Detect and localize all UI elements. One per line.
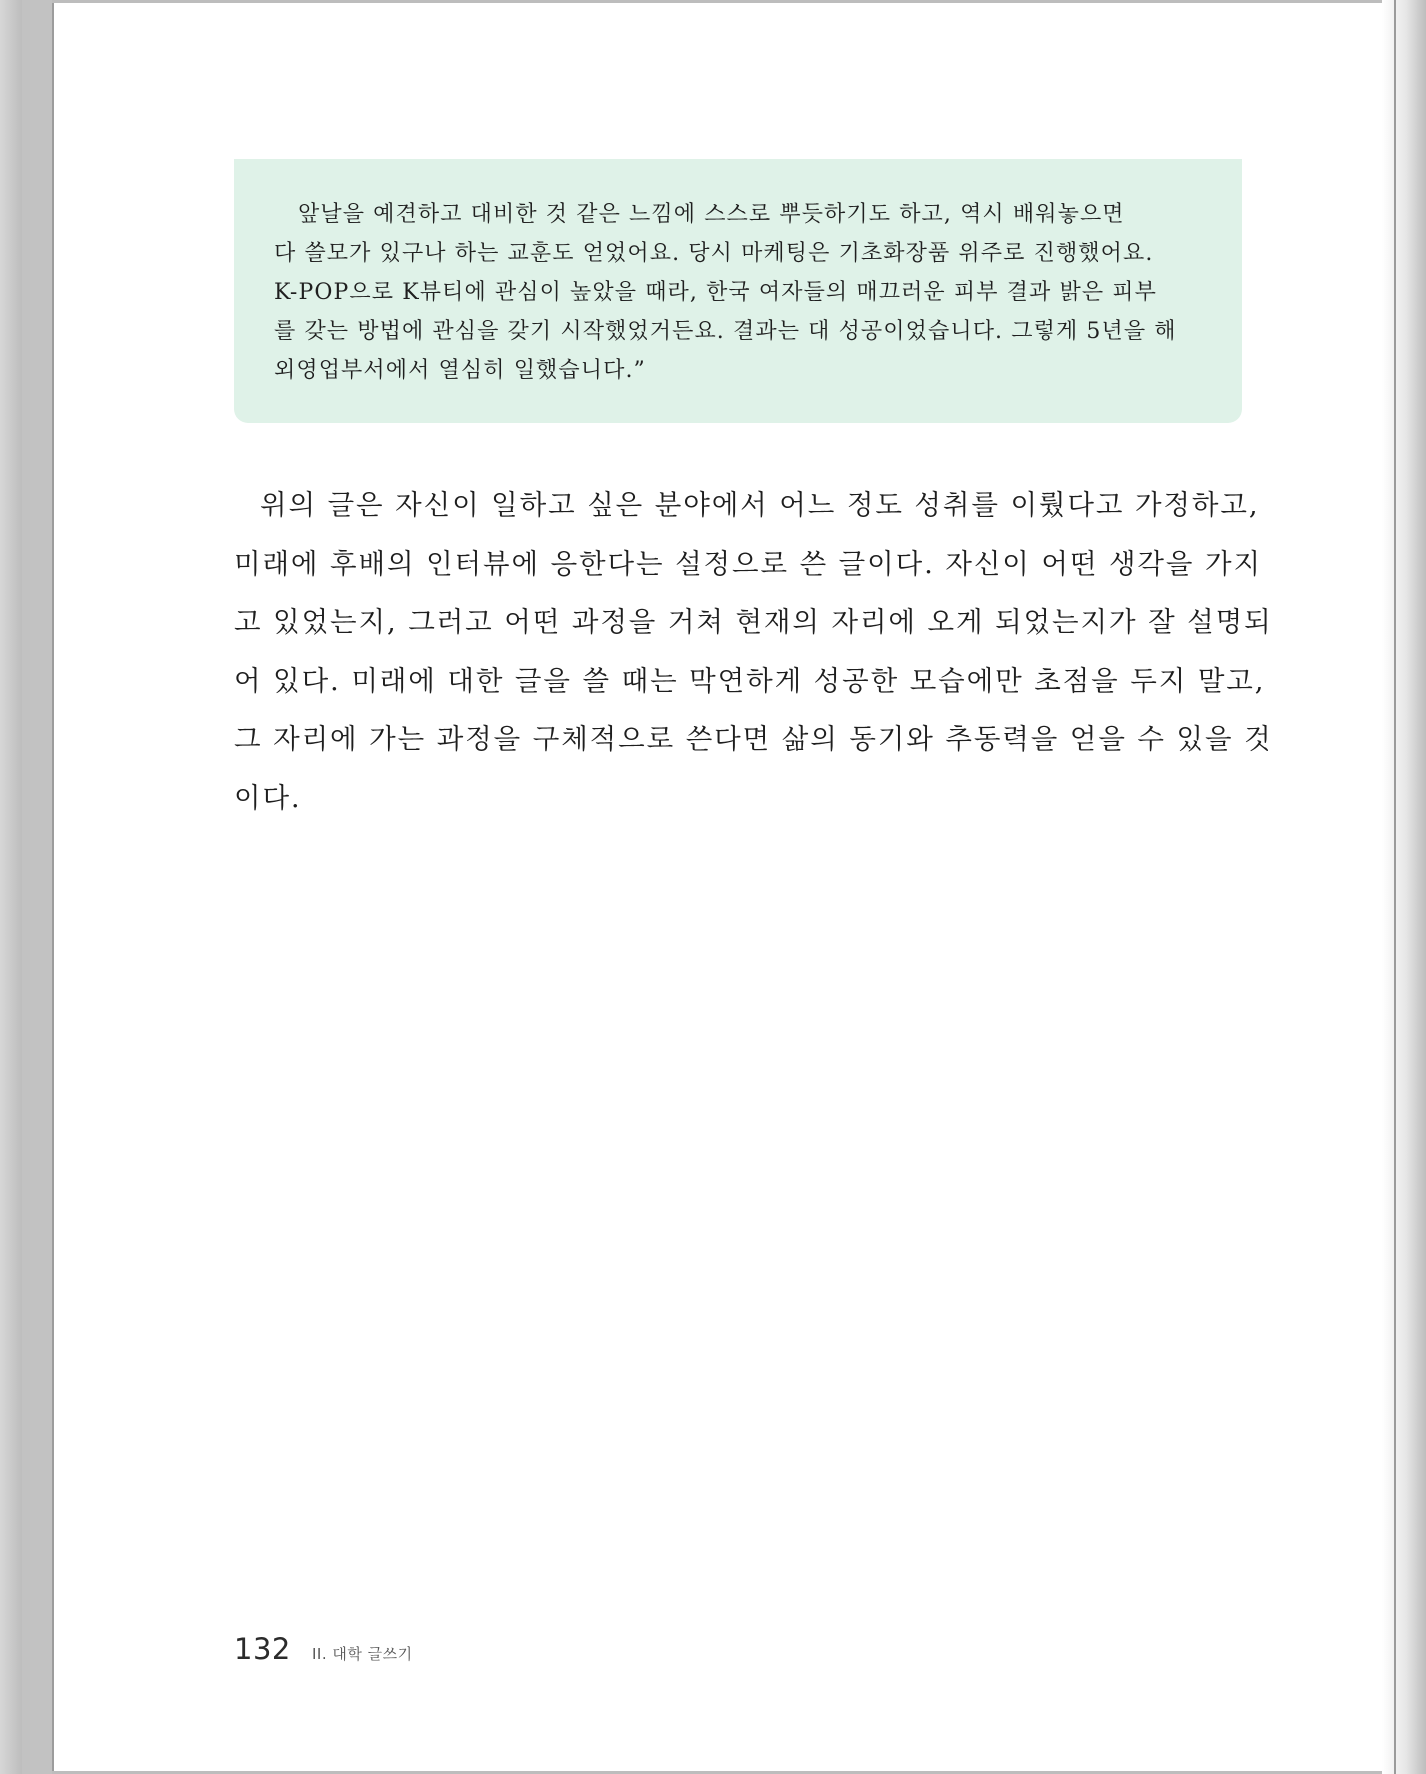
quote-line: 를 갖는 방법에 관심을 갖기 시작했었거든요. 결과는 대 성공이었습니다. 그렇게 5년을 해 — [274, 319, 1177, 344]
page-number: 132 — [234, 1632, 291, 1666]
interview-quote-box — [234, 159, 1242, 423]
book-page-edge-bevel — [0, 0, 22, 1774]
body-line: 고 있었는지, 그러고 어떤 과정을 거쳐 현재의 자리에 오게 되었는지가 잘 설명되 — [234, 606, 1273, 638]
body-line: 위의 글은 자신이 일하고 싶은 분야에서 어느 정도 성취를 이뤘다고 가정하고, — [260, 489, 1260, 521]
quote-line: K-POP으로 K뷰티에 관심이 높았을 때라, 한국 여자들의 매끄러운 피부 결과 밝은 피부 — [274, 280, 1157, 305]
chapter-label: II. 대학 글쓰기 — [312, 1645, 413, 1663]
quote-line: 외영업부서에서 열심히 일했습니다.” — [274, 358, 646, 383]
page-right-shadow — [1382, 0, 1426, 1774]
body-line: 어 있다. 미래에 대한 글을 쓸 때는 막연하게 성공한 모습에만 초점을 두지 말고, — [234, 664, 1266, 697]
quote-line: 앞날을 예견하고 대비한 것 같은 느낌에 스스로 뿌듯하기도 하고, 역시 배워놓으면 — [298, 202, 1125, 227]
quote-line: 다 쓸모가 있구나 하는 교훈도 얻었어요. 당시 마케팅은 기초화장품 위주로 진행했어요. — [274, 241, 1154, 266]
body-line: 미래에 후배의 인터뷰에 응한다는 설정으로 쓴 글이다. 자신이 어떤 생각을 가지 — [234, 547, 1262, 580]
body-line: 그 자리에 가는 과정을 구체적으로 쓴다면 삶의 동기와 추동력을 얻을 수 있을 것 — [234, 723, 1273, 755]
body-line: 이다. — [234, 781, 302, 814]
body-paragraph — [234, 476, 1273, 827]
page-right-edge-line — [1394, 0, 1396, 1774]
page-top-border — [52, 0, 1382, 3]
